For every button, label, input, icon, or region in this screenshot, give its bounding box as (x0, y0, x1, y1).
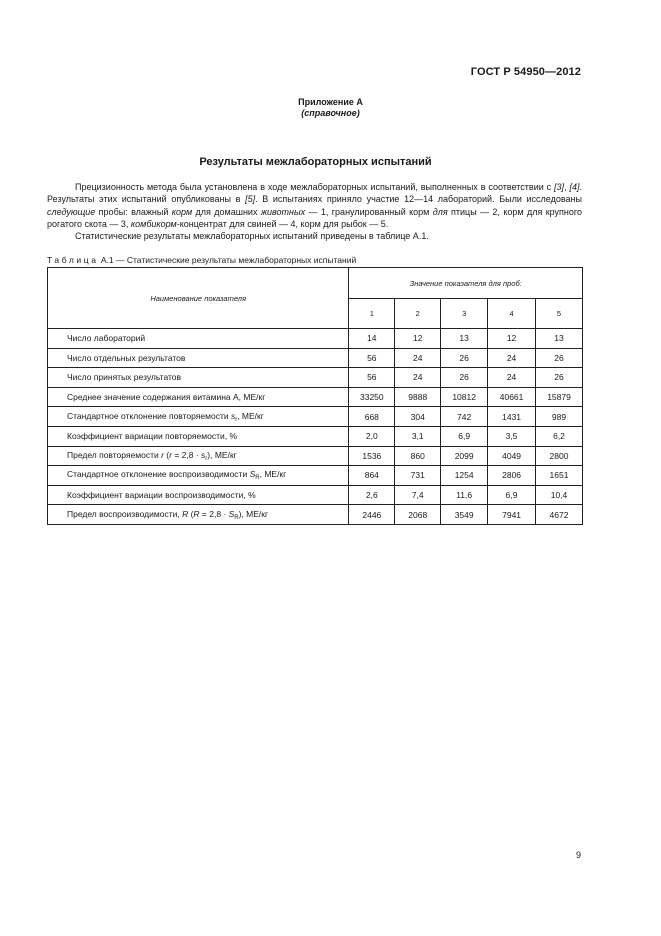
table-row (48, 348, 583, 368)
value-cell: 1651 (536, 466, 583, 486)
table-row (48, 505, 583, 525)
row-label-part: Стандартное отклонение воспроизводимости (67, 469, 250, 480)
value-cell: 13 (536, 329, 583, 349)
statistics-table (47, 267, 583, 525)
text-run: -концентрат для свиней — 4, корм для рыбок — 5. (176, 218, 389, 229)
row-label-part: Число отдельных результатов (67, 352, 186, 363)
value-cell: 2068 (395, 505, 441, 525)
row-label-part: Коэффициент вариации повторяемости, % (67, 431, 238, 442)
value-cell: 33250 (349, 387, 395, 407)
value-cell: 304 (395, 407, 441, 427)
value-cell: 3,5 (488, 426, 536, 446)
row-label-part: Число принятых результатов (67, 372, 182, 383)
value-cell: 14 (349, 329, 395, 349)
row-label-part: ), МЕ/кг (207, 449, 237, 460)
value-cell: 24 (395, 348, 441, 368)
table-row (48, 446, 583, 466)
value-cell: 860 (395, 446, 441, 466)
value-cell: 26 (536, 368, 583, 388)
row-label (48, 426, 349, 446)
emphasis: корм (171, 206, 193, 217)
value-cell: 2,6 (349, 485, 395, 505)
sample-number: 4 (488, 299, 536, 329)
row-label-part: = 2,8 · (199, 508, 229, 519)
row-label (48, 348, 349, 368)
value-cell: 10,4 (536, 485, 583, 505)
value-cell: 2446 (349, 505, 395, 525)
row-label-part: Стандартное отклонение повторяемости (67, 410, 231, 421)
sample-number: 2 (395, 299, 441, 329)
value-cell: 1431 (488, 407, 536, 427)
row-label-part: Предел воспроизводимости, (67, 508, 183, 519)
text-run: для домашних (192, 206, 261, 217)
table-caption (47, 255, 356, 265)
text-run: Прецизионность метода была установлена в ходе межлабораторных испытаний, выполненных в соответствии с (75, 182, 555, 192)
section-heading: Результаты межлабораторных испытаний (199, 156, 432, 168)
row-label (48, 407, 349, 427)
value-cell: 4672 (536, 505, 583, 525)
text-run: пробы: влажный (95, 206, 172, 217)
sample-number: 5 (536, 299, 583, 329)
value-cell: 40661 (488, 387, 536, 407)
value-cell: 24 (488, 368, 536, 388)
table-row (48, 329, 583, 349)
value-cell: 1536 (349, 446, 395, 466)
row-label-part: R (255, 475, 260, 482)
row-label (48, 466, 349, 486)
value-cell: 989 (536, 407, 583, 427)
table-row (48, 426, 583, 446)
value-cell: 7941 (488, 505, 536, 525)
body-text (47, 181, 582, 242)
value-cell: 6,9 (488, 485, 536, 505)
row-label (48, 329, 349, 349)
row-label-part: Предел повторяемости (67, 449, 162, 460)
emphasis: для (432, 206, 448, 217)
value-cell: 26 (441, 348, 488, 368)
column-header-samples: Значение показателя для проб: (349, 268, 583, 299)
row-label-part: ( (188, 508, 194, 519)
emphasis: животных (260, 206, 306, 217)
row-label (48, 485, 349, 505)
value-cell: 1254 (441, 466, 488, 486)
sample-number: 1 (349, 299, 395, 329)
row-label (48, 446, 349, 466)
value-cell: 10812 (441, 387, 488, 407)
value-cell: 12 (395, 329, 441, 349)
page-number: 9 (575, 850, 581, 860)
row-label-part: = 2,8 · (171, 449, 202, 460)
row-label-part: R (193, 508, 200, 519)
value-cell: 6,2 (536, 426, 583, 446)
row-label-part: R (182, 508, 189, 519)
paragraph-table-ref: Статистические результаты межлабораторных испытаний приведены в таблице А.1. (75, 231, 429, 242)
row-label-part: Среднее значение содержания витамина А, МЕ/кг (67, 392, 266, 403)
text-run: . В испытаниях приняло участие 12—14 лабораторий. Были исследованы (255, 194, 582, 205)
value-cell: 11,6 (441, 485, 488, 505)
row-label-part: S (249, 469, 256, 480)
paragraph-precision (47, 181, 582, 230)
value-cell: 24 (395, 368, 441, 388)
value-cell: 864 (349, 466, 395, 486)
emphasis: комбикорм (130, 218, 177, 229)
value-cell: 7,4 (395, 485, 441, 505)
text-run: , (564, 182, 570, 192)
annex-heading (0, 97, 661, 119)
row-label (48, 505, 349, 525)
row-label-part: , МЕ/кг (237, 410, 264, 421)
value-cell: 13 (441, 329, 488, 349)
value-cell: 4049 (488, 446, 536, 466)
table-row (48, 407, 583, 427)
value-cell: 12 (488, 329, 536, 349)
sample-number: 3 (441, 299, 488, 329)
reference-link[interactable]: [4] (569, 182, 580, 192)
column-header-name: Наименование показателя (48, 268, 349, 329)
table-body (48, 268, 583, 525)
text-run: птицы — 2, корм для крупного рогатого скота — 3, (47, 206, 582, 229)
text-run: . Результаты этих испытаний опубликованы в (47, 182, 582, 205)
value-cell: 3,1 (395, 426, 441, 446)
value-cell: 742 (441, 407, 488, 427)
value-cell: 15879 (536, 387, 583, 407)
row-label-part: Коэффициент вариации воспроизводимости, % (67, 490, 256, 501)
annex-subtitle: (справочное) (301, 108, 360, 118)
row-label-part: r (161, 449, 164, 460)
value-cell: 3549 (441, 505, 488, 525)
row-label-part: r (205, 455, 208, 462)
value-cell: 24 (488, 348, 536, 368)
value-cell: 6,9 (441, 426, 488, 446)
table-header-row (48, 268, 583, 299)
value-cell: 2,0 (349, 426, 395, 446)
table-row (48, 387, 583, 407)
value-cell: 731 (395, 466, 441, 486)
row-label-part: S (228, 508, 235, 519)
row-label (48, 387, 349, 407)
row-label-part: ), МЕ/кг (238, 508, 269, 519)
row-label-part: Число лабораторий (67, 333, 146, 344)
row-label (48, 368, 349, 388)
row-label-part: s (201, 449, 206, 460)
table-row (48, 485, 583, 505)
value-cell: 56 (349, 368, 395, 388)
standard-designation: ГОСТ Р 54950—2012 (470, 66, 581, 78)
value-cell: 26 (536, 348, 583, 368)
value-cell: 2800 (536, 446, 583, 466)
emphasis: следующие (47, 206, 96, 217)
row-label-part: r (169, 449, 172, 460)
row-label-part: r (235, 416, 238, 423)
text-run: — 1, гранулированный корм (305, 206, 433, 217)
reference-link[interactable]: [3] (554, 182, 565, 192)
value-cell: 2806 (488, 466, 536, 486)
table-caption-prefix: Таблица (47, 255, 99, 265)
annex-title: Приложение А (298, 97, 363, 107)
row-label-part: , МЕ/кг (259, 469, 287, 480)
row-label-part: s (230, 410, 236, 421)
value-cell: 2099 (441, 446, 488, 466)
value-cell: 26 (441, 368, 488, 388)
value-cell: 9888 (395, 387, 441, 407)
reference-link[interactable]: [5] (245, 194, 256, 205)
row-label-part: R (234, 514, 239, 521)
table-caption-text: А.1 — Статистические результаты межлабораторных испытаний (98, 255, 357, 265)
row-label-part: ( (163, 449, 170, 460)
table-row (48, 368, 583, 388)
value-cell: 668 (349, 407, 395, 427)
value-cell: 56 (349, 348, 395, 368)
table-row (48, 466, 583, 486)
